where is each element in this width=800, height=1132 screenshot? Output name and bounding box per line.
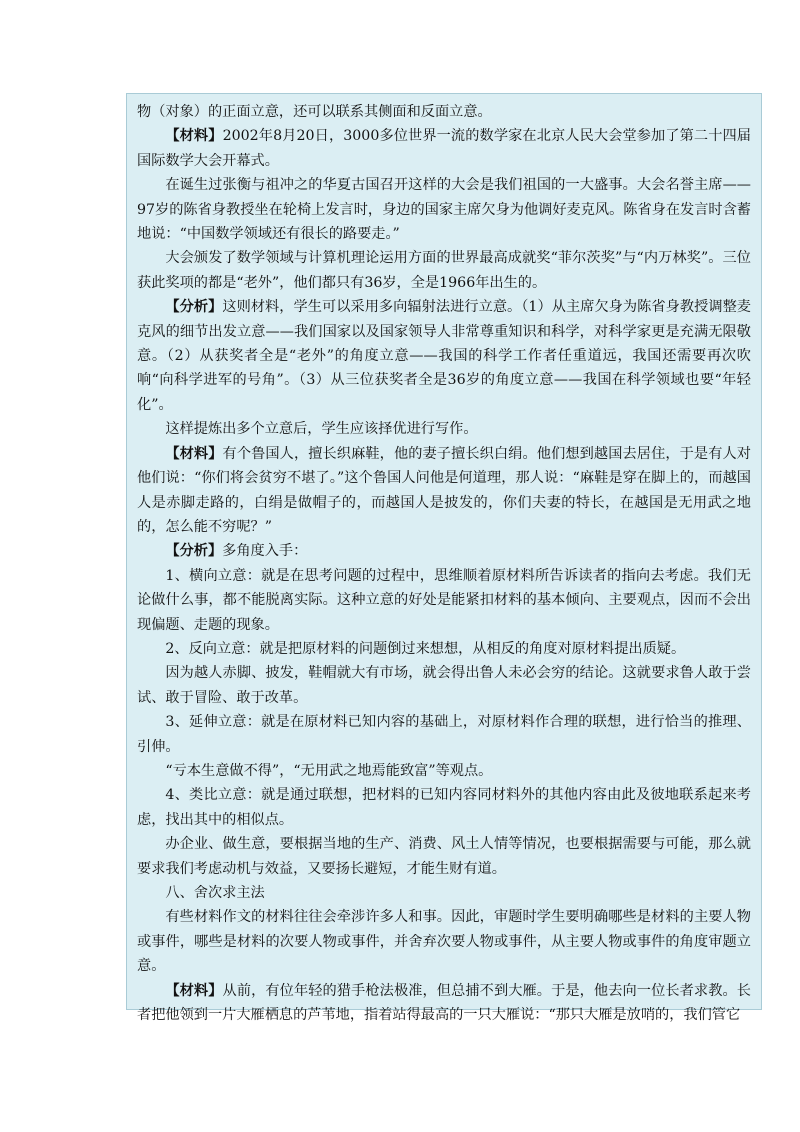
paragraph-text: 1、横向立意：就是在思考问题的过程中，思维顺着原材料所告诉读者的指向去考虑。我们无论做什么事，都不能脱离实际。这种立意的好处是能紧扣材料的基本倾向、主要观点，因而不会出现偏题、走题的现象。 (137, 567, 751, 633)
paragraph-text: 大会颁发了数学领域与计算机理论运用方面的世界最高成就奖“菲尔茨奖”与“内万林奖”。三位获此奖项的都是“老外”，他们都只有36岁，全是1966年出生的。 (137, 250, 751, 291)
paragraph-text: “亏本生意做不得”，“无用武之地焉能致富”等观点。 (165, 762, 493, 779)
paragraph-text: 因为越人赤脚、披发，鞋帽就大有市场，就会得出鲁人未必会穷的结论。这就要求鲁人敢于尝试、敢于冒险、敢于改革。 (137, 665, 751, 706)
paragraph-text: 2002年8月20日，3000多位世界一流的数学家在北京人民大会堂参加了第二十四届国际数学大会开幕式。 (137, 128, 751, 169)
document-panel (126, 93, 762, 1024)
paragraph-text: 八、舍次求主法 (165, 885, 265, 901)
document-body (137, 100, 751, 1027)
paragraph-text: 这则材料，学生可以采用多向辐射法进行立意。（1）从主席欠身为陈省身教授调整麦克风的细节出发立意——我们国家以及国家领导人非常尊重知识和科学，对科学家更是充满无限敬意。（2）从获奖者全是“老外”的角度立意——我国的科学工作者任重道远，我国还需要再次吹响“向科学进军的号角”。（3）从三位获奖者全是36岁的角度立意——我国在科学领域也要“年轻化”。 (137, 299, 751, 413)
paragraph-text: 在诞生过张衡与祖冲之的华夏古国召开这样的大会是我们祖国的一大盛事。大会名誉主席——97岁的陈省身教授坐在轮椅上发言时，身边的国家主席欠身为他调好麦克风。陈省身在发言时含蓄地说：“中国数学领域还有很长的路要走。” (137, 177, 751, 243)
paragraph (137, 979, 751, 1028)
paragraph (137, 173, 751, 246)
paragraph (137, 539, 751, 563)
paragraph (137, 295, 751, 417)
paragraph-text: 从前，有位年轻的猎手枪法极准，但总捕不到大雁。于是，他去向一位长者求教。长者把他领到一片大雁栖息的芦苇地，指着站得最高的一只大雁说：“那只大雁是放哨的，我们管它 (137, 982, 751, 1024)
paragraph-tag: 【分析】 (165, 543, 223, 560)
paragraph-text: 4、类比立意：就是通过联想，把材料的已知内容同材料外的其他内容由此及彼地联系起来考虑，找出其中的相似点。 (137, 787, 751, 828)
paragraph (137, 759, 751, 783)
paragraph (137, 832, 751, 881)
paragraph (137, 100, 751, 124)
paragraph-text: 有些材料作文的材料往往会牵涉许多人和事。因此，审题时学生要明确哪些是材料的主要人物或事件，哪些是材料的次要人物或事件，并舍弃次要人物或事件，从主要人物或事件的角度审题立意。 (137, 909, 751, 975)
paragraph (137, 417, 751, 441)
paragraph-tag: 【分析】 (165, 299, 223, 316)
paragraph (137, 661, 751, 710)
paragraph (137, 710, 751, 759)
paragraph-text: 这样提炼出多个立意后，学生应该择优进行写作。 (165, 421, 478, 438)
paragraph (137, 564, 751, 637)
paragraph (137, 442, 751, 540)
paragraph (137, 637, 751, 661)
paragraph-tag: 【材料】 (165, 445, 223, 462)
paragraph-tag: 【材料】 (165, 982, 223, 999)
paragraph-tag: 【材料】 (165, 128, 223, 145)
paragraph (137, 905, 751, 978)
paragraph-text: 办企业、做生意，要根据当地的生产、消费、风土人情等情况，也要根据需要与可能，那么就要求我们考虑动机与效益，又要扬长避短，才能生财有道。 (137, 836, 751, 877)
paragraph (137, 124, 751, 173)
paragraph-text: 3、延伸立意：就是在原材料已知内容的基础上，对原材料作合理的联想，进行恰当的推理、引伸。 (137, 714, 751, 755)
paragraph (137, 881, 751, 905)
paragraph-text: 2、反向立意：就是把原材料的问题倒过来想想，从相反的角度对原材料提出质疑。 (165, 640, 686, 657)
paragraph (137, 246, 751, 295)
paragraph (137, 783, 751, 832)
paragraph-text: 有个鲁国人，擅长织麻鞋，他的妻子擅长织白绢。他们想到越国去居住，于是有人对他们说：“你们将会贫穷不堪了。”这个鲁国人问他是何道理，那人说：“麻鞋是穿在脚上的，而越国人是赤脚走路的，白绢是做帽子的，而越国人是披发的，你们夫妻的特长，在越国是无用武之地的，怎么能不穷呢？” (137, 445, 751, 535)
paragraph-text: 多角度入手： (222, 543, 308, 560)
paragraph-text: 物（对象）的正面立意，还可以联系其侧面和反面立意。 (137, 104, 492, 120)
